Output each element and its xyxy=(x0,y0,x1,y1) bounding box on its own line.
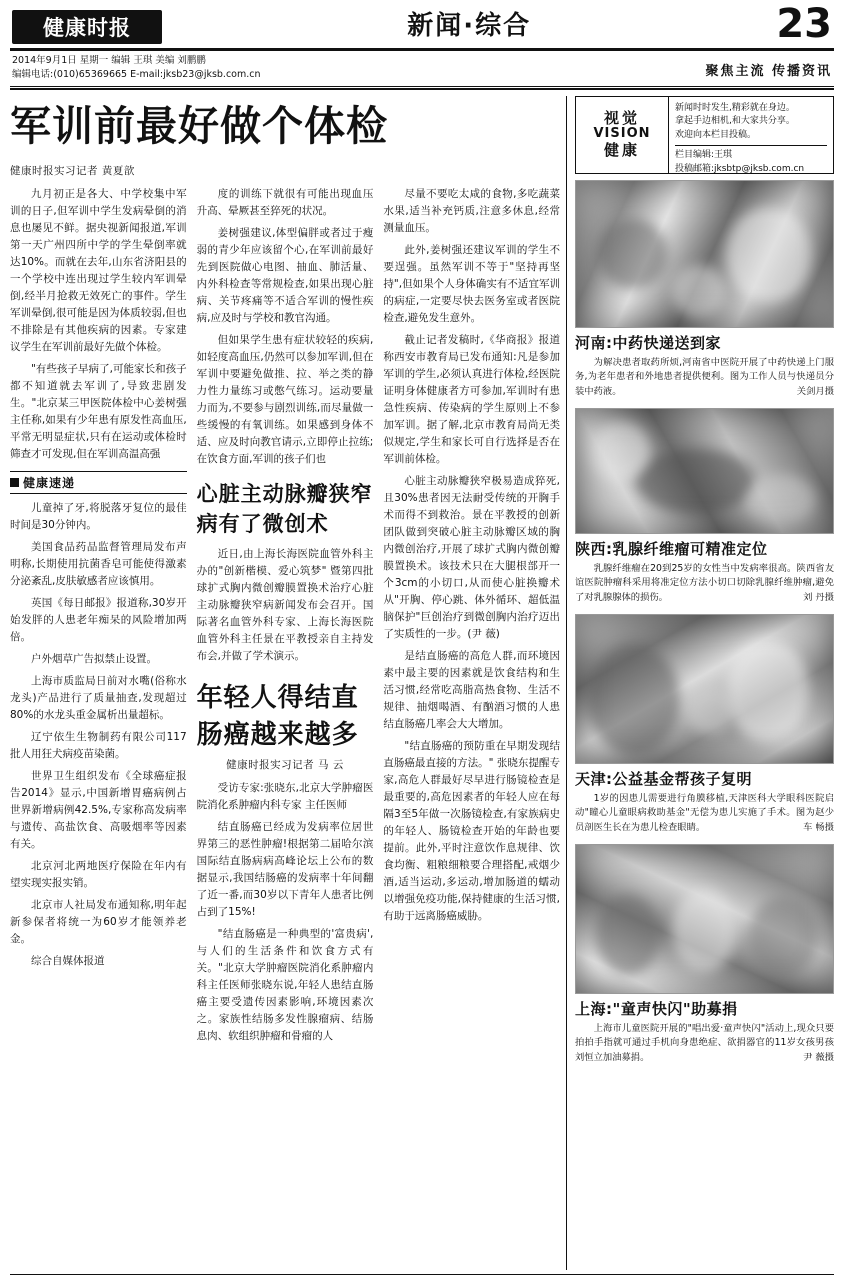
paragraph: 近日,由上海长海医院血管外科主办的"创新楷模、爱心筑梦" 暨第四批球扩式胸内微创瓣膜置换术治疗心脏主动脉瓣狭窄病新闻发布会召开。国际著名血管外科专家、上海长海医院血管外科主任景在平教授亲自主持发布会,并做了学术演示。 xyxy=(196,548,374,663)
news-item: 北京河北两地医疗保险在年内有望实现实报实销。 xyxy=(10,860,187,890)
news-item: 美国食品药品监督管理局发布声明称,长期使用抗菌香皂可能使得激素分泌紊乱,皮肤敏感者应该慎用。 xyxy=(10,541,187,588)
issue-date-line: 2014年9月1日 星期一 编辑 王琪 美编 刘鹏鹏 xyxy=(12,55,206,66)
photo-shanghai xyxy=(575,844,834,994)
news-item: 北京市人社局发布通知称,明年起新参保者将统一为60岁才能领养老金。 xyxy=(10,899,187,946)
news-item: 户外烟草广告拟禁止设置。 xyxy=(31,653,157,666)
photo-caption-body xyxy=(575,562,834,606)
square-bullet-icon xyxy=(10,478,19,487)
vision-en: VISION xyxy=(593,126,651,142)
paragraph: "结直肠癌的预防重在早期发现结直肠癌最直接的方法。" 张晓东提醒专家,高危人群最好尽早进行肠镜检查是最重要的,高危因素者的年轻人应在每隔3至5年做一次肠镜检查,有家族病史的年轻人、肠镜检查开始的年龄也要提前。此外,平时注意饮作息规律、饮食均衡、粗粮细粮要合理搭配,戒烟少酒,适当运动,多运动,增加肠道的蠕动以增强免疫功能,保持健康的生活习惯,有助于远离肠癌威胁。 xyxy=(383,740,561,923)
vision-editor: 栏目编辑:王琪 xyxy=(675,150,733,161)
paragraph: 姜树强建议,体型偏胖或者过于瘦弱的青少年应该留个心,在军训前最好先到医院做心电图、抽血、肺活量、内外科检查等常规检查,如果出现心脏病、关节疼痛等不适合军训的慢性疾病,应及时与学校和教官沟通。 xyxy=(196,227,374,325)
page-number: 23 xyxy=(776,1,832,47)
vision-cn-top: 视觉 xyxy=(603,108,640,127)
photo-vignette xyxy=(576,409,833,533)
news-item: 世界卫生组织发布《全球癌症报告2014》显示,中国新增胃癌病例占世界新增病例42.5%,专家称高发病率与遗传、高盐饮食、高吸烟率等因素有关。 xyxy=(10,770,187,851)
paragraph: 心脏主动脉瓣狭窄极易造成猝死,且30%患者因无法耐受传统的开胸手术而得不到救治。景在平教授的创新团队做到突破心脏主动脉瓣区域的胸内微创治疗,开展了球扩式胸内微创瓣膜置换术。该技术只在大腿根部开一个3cm的小切口,从而使心脏换瓣术从"开胸、停心跳、体外循环、超低温脑保护"巨创治疗到微创胸内治疗迈出了实质性的一步。(尹 薇) xyxy=(383,475,561,641)
masthead xyxy=(0,0,844,46)
column-2 xyxy=(197,186,374,1050)
paragraph: 受访专家:张晓东,北京大学肿瘤医院消化系肿瘤内科专家 主任医师 xyxy=(196,782,374,812)
photo-credit: 关剑月摄 xyxy=(796,385,834,397)
caption-text: 1岁的因患儿需要进行角膜移植,天津医科大学眼科医院启动"瞳心儿童眼病救助基金"无偿为患儿实施了手术。图为赵少员剖医生长在为患儿检查眼睛。 xyxy=(575,792,834,834)
photo-caption-body xyxy=(575,356,834,400)
main-article-columns xyxy=(10,186,560,1050)
paragraph: 此外,姜树强还建议军训的学生不要逞强。虽然军训不等于"坚持再坚持",但如果个人身体确实有不适宜军训的病症,一定要尽快去医务室或者医院检查,避免发生意外。 xyxy=(383,244,561,325)
paragraph: 结直肠癌已经成为发病率位居世界第三的恶性肿瘤!根据第二届哈尔滨国际结直肠病病高峰论坛上公布的数据显示,我国结肠癌的发病率十年间翻了近一番,而30岁以下青年人患者比例占到了15%! xyxy=(196,821,374,919)
photo-henan xyxy=(575,180,834,328)
rule-bottom xyxy=(10,1274,834,1275)
news-item: 英国《每日邮报》报道称,30岁开始发胖的人患老年痴呆的风险增加两倍。 xyxy=(10,597,187,644)
photo-vignette xyxy=(576,845,833,993)
news-item: 上海市质监局日前对水嘴(俗称水龙头)产品进行了质量抽查,发现超过80%的水龙头重金属析出量超标。 xyxy=(10,675,187,722)
article3-byline: 健康时报实习记者 马 云 xyxy=(226,759,344,772)
column-3 xyxy=(383,186,560,1050)
photo-caption-body xyxy=(575,1022,834,1066)
vision-cn-bottom: 健康 xyxy=(603,141,640,159)
slogan: 聚焦主流 传播资讯 xyxy=(705,63,832,79)
photo-vignette xyxy=(576,615,833,763)
photo-caption-title: 天津:公益基金帮孩子复明 xyxy=(575,769,752,788)
caption-text: 上海市儿童医院开展的"唱出爱·童声快闪"活动上,现众只要拍拍手指就可通过手机向身患绝症、欲捐器官的11岁女孩男孩刘恒立加油募捐。 xyxy=(575,1022,834,1064)
article3-headline: 年轻人得结直肠癌越来越多 xyxy=(196,683,359,751)
vision-header xyxy=(575,96,834,174)
vision-description xyxy=(669,97,833,173)
paragraph: 尽量不要吃太咸的食物,多吃蔬菜水果,适当补充钙质,注意多休息,经常测量血压。 xyxy=(383,188,561,235)
photo-credit: 车 畅摄 xyxy=(803,822,834,834)
sidebar-news-header xyxy=(10,471,187,494)
vision-desc-2: 拿起手边相机,和大家共分享。 xyxy=(675,116,795,127)
logo-text: 健康时报 xyxy=(12,10,162,44)
photo-credit: 尹 薇摄 xyxy=(803,1052,834,1064)
right-column-vision xyxy=(566,96,834,1270)
photo-shaanxi xyxy=(575,408,834,534)
photo-vignette xyxy=(576,181,833,327)
rule-under-info xyxy=(10,86,834,87)
column-1 xyxy=(10,186,187,1050)
news-item: 儿童掉了牙,将脱落牙复位的最佳时间是30分钟内。 xyxy=(10,502,187,532)
publication-info xyxy=(12,54,261,82)
left-column xyxy=(10,96,566,1270)
logo xyxy=(12,10,162,44)
sidebar-news-title: 健康速递 xyxy=(23,476,76,491)
info-bar xyxy=(0,51,844,84)
photo-tianjin xyxy=(575,614,834,764)
news-item-source: 综合自媒体报道 xyxy=(31,955,105,968)
main-byline: 健康时报实习记者 黄夏歆 xyxy=(10,165,135,178)
contact-line: 编辑电话:(010)65369665 E-mail:jksb23@jksb.com.cn xyxy=(12,68,261,80)
caption-text: 为解决患者取药所烦,河南省中医院开展了中药快递上门服务,为老年患者和外地患者提供便利。图为工作人员与快递员分装中药液。 xyxy=(575,356,834,397)
paragraph: 截止记者发稿时,《华商报》报道称西安市教育局已发布通知:凡是参加军训的学生,必须认真进行体检,经医院证明身体健康者方可参加,军训时有患急性疾病、传染病的学生原则上不参加军训。据了解,北京市教育局尚无类似规定,学生和家长可自行选择是否在军训前体检。 xyxy=(383,334,561,466)
paragraph: 是结直肠癌的高危人群,而环境因素中最主要的因素就是饮食结构和生活习惯,经常吃高脂高热食物、生活不规律、抽烟喝酒、有酗酒习惯的人患结直肠癌几率会大大增加。 xyxy=(383,650,561,731)
caption-text: 乳腺纤维瘤在20到25岁的女性当中发病率很高。陕西省友谊医院肿瘤科采用将准定位方法小切口切除乳腺纤维肿瘤,避免了对乳腺腺体的损伤。 xyxy=(575,562,834,603)
vision-desc-3: 欢迎向本栏目投稿。 xyxy=(675,129,757,140)
paragraph: 但如果学生患有症状较轻的疾病,如轻度高血压,仍然可以参加军训,但在军训中要避免做推、拉、举之类的静力性力量练习或憋气练习。运动要量力而为,不要参与剧烈训练,而尽量做一些缓慢的有氧训练。如果感到身体不适、应及时向教官请示,立即停止拉练;在饮食方面,军训的孩子们也 xyxy=(196,334,374,466)
vision-desc-1: 新闻时时发生,精彩就在身边。 xyxy=(675,102,795,113)
vision-logo xyxy=(576,97,669,173)
photo-credit: 刘 丹摄 xyxy=(803,591,834,603)
news-item: 辽宁依生生物制药有限公司117批人用狂犬病疫苗染菌。 xyxy=(10,731,187,761)
vision-email: 投稿邮箱:jksbtp@jksb.com.cn xyxy=(675,163,805,174)
photo-caption-title: 河南:中药快递送到家 xyxy=(575,333,721,352)
paragraph: 九月初正是各大、中学校集中军训的日子,但军训中学生发病晕倒的消息也屡见不鲜。据央视新闻报道,军训第一天广州四所中学的学生晕倒率就达10%。而就在去年,山东省济阳县的一个学校中连出现过学生较内军训晕倒,经半月抢救无效死亡的事件。学生军训晕倒,很可能是因为体质较弱,但也不排除是有其他疾病的因素。专家建议学生在军训前最好先做个体检。 xyxy=(10,188,187,354)
page-content xyxy=(0,90,844,1270)
main-headline: 军训前最好做个体检 xyxy=(10,101,388,150)
paragraph: 度的训练下就很有可能出现血压升高、晕厥甚至猝死的状况。 xyxy=(196,188,374,218)
paragraph: "有些孩子早病了,可能家长和孩子都不知道就去军训了,导致悲剧发生。"北京某三甲医院体检中心姜树强主任称,如果有少年患有原发性高血压,平常无明显症状,只有在运动或体检时筛查才可发现,但在军训高温高强 xyxy=(10,363,187,461)
article2-headline: 心脏主动脉瓣狭窄病有了微创术 xyxy=(196,482,373,537)
vision-divider xyxy=(675,145,827,146)
photo-caption-body xyxy=(575,792,834,836)
section-title: 新闻·综合 xyxy=(407,11,532,41)
photo-caption-title: 陕西:乳腺纤维瘤可精准定位 xyxy=(575,539,768,558)
paragraph: "结直肠癌是一种典型的'富贵病',与人们的生活条件和饮食方式有关。"北京大学肿瘤医院消化系肿瘤内科主任医师张晓东说,年轻人患结直肠癌主要受遗传因素影响,环境因素次之。家族性结肠多发性腺瘤病、结肠息肉、软组织肿瘤和骨瘤的人 xyxy=(196,928,374,1043)
photo-caption-title: 上海:"童声快闪"助募捐 xyxy=(575,999,738,1018)
